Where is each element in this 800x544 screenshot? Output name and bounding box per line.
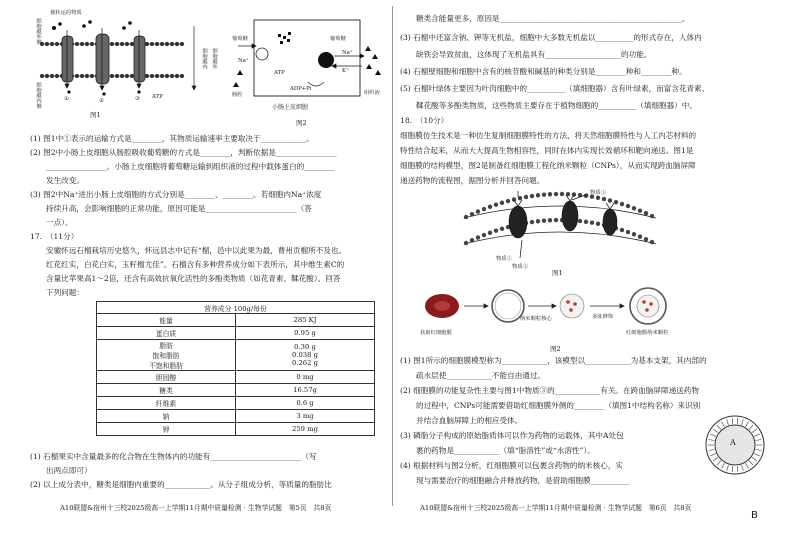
nutrition-row [97, 314, 375, 327]
q16-line: 持续升高，会影响细胞的正常功能，原因可能是________________________（答 [46, 204, 312, 213]
q16-line: (2) 图2中小肠上皮细胞从肠腔吸收葡萄糖的方式是________，判断依据是________________ [30, 148, 337, 157]
nutrient-name: 胆固醇 [97, 371, 236, 384]
nutrition-row [97, 371, 375, 384]
q16-line: (1) 图1中①表示的运输方式是________，其物质运输速率主要取决于____________。 [30, 134, 314, 143]
fig2-label: ATP [274, 70, 285, 76]
q17-continued-line: (3) 石榴中还富含钠、钾等无机盐，细胞中大多数无机盐以__________的形式存在，人体内 [400, 33, 702, 42]
q18-question-line: (3) 磷脂分子构成的原始脂质体可以作为药物的运载体，其中A处包 [400, 431, 624, 440]
q18-intro-line: 特性结合起来，从而大大提高生物相容性，同时在体内实现长效循环和靶向递送。图1是 [400, 146, 694, 155]
fig1-label: 细胞膜外 [211, 48, 217, 70]
q17-question-line: 出两点即可） [46, 466, 92, 475]
page-6-column [400, 0, 772, 544]
fig1-label: ① [64, 96, 69, 102]
nutrient-value: 0.6 g [236, 397, 375, 410]
fig1-label: ③ [135, 96, 140, 102]
fig1-label: 物质① [590, 190, 606, 196]
fig2-label: 葡萄糖 [330, 36, 346, 42]
q17-continued-line: (5) 石榴叶绿体主要因为叶肉细胞中的__________（填细胞器）含有叶绿素，而富含花青素、 [400, 84, 710, 93]
nutrition-table-body [97, 314, 375, 436]
page-5-footer: A10联盟&宿州十三校2025级高一上学期11月期中质量检测 · 生物学试题 第5页 共8页 [60, 504, 332, 512]
nutrient-name: 钾 [97, 423, 236, 436]
page-6-footer: A10联盟&宿州十三校2025级高一上学期11月期中质量检测 · 生物学试题 第6页 共8页 [420, 504, 692, 512]
q17-continued-line: 糖类含能量更多，原因是________________________________________________。 [416, 14, 690, 23]
liposome-figure [704, 414, 766, 476]
fig1-label: ② [99, 98, 104, 104]
fig1-label: 物质③ [512, 264, 528, 270]
nutrient-name: 钠 [97, 410, 236, 423]
nutrition-row [97, 397, 375, 410]
nutrition-table-header: 营养成分 100g/每份 [97, 302, 375, 314]
q17-intro-line: 下列问题： [46, 288, 84, 297]
fig2-label: Na⁺ [238, 58, 249, 64]
nutrition-row [97, 423, 375, 436]
q18-question-line: 的过程中，CNPs可能需要借助红细胞膜外侧的________（填图1中结构名称）来识别 [416, 401, 701, 410]
nutrient-value: 259 mg [236, 423, 375, 436]
nutrient-value: 0.30 g 0.038 g 0.262 g [236, 340, 375, 371]
q17-continued-line: (4) 石榴壁细胞和细胞中含有的核苷酸和碱基的种类分别是________种和________种。 [400, 67, 687, 76]
fig1-label: 细胞膜内 [201, 48, 207, 70]
nutrient-value: 3 mg [236, 410, 375, 423]
q18-heading: 18. （10分） [400, 116, 449, 125]
q16-line: 一点）。 [46, 218, 73, 227]
fluid-mosaic-svg [460, 188, 660, 268]
nutrient-value: 16.57g [236, 384, 375, 397]
membrane-diagram-svg [34, 6, 224, 106]
nutrient-value: 0 mg [236, 371, 375, 384]
nutrition-row [97, 340, 375, 371]
page-5-column [30, 0, 390, 544]
fig1-label: 物质② [496, 256, 512, 262]
q18-question-line: 疏水层使____________不能自由通过。 [416, 371, 546, 380]
q16-line: 发生改变。 [46, 176, 84, 185]
nutrient-value: 285 KJ [236, 314, 375, 327]
q17-continued-line: 缺铁会导致贫血，这体现了无机盐具有____________________的功能。 [416, 50, 652, 59]
nutrient-value: 0.95 g [236, 327, 375, 340]
q18-question-line: (1) 图1所示的细胞膜模型称为____________，该模型以____________为基本支架，其内部的 [400, 356, 707, 365]
q18-intro-line: 递送药物的流程图，据图分析并回答问题。 [400, 176, 545, 185]
nutrient-name: 糖类 [97, 384, 236, 397]
fig1-caption: 图1 [552, 269, 563, 277]
fig2-caption: 图2 [550, 345, 561, 353]
q17-intro-line: 含量比苹果高1～2倍，还含有高效抗氧化活性的多酚类物质（如花青素、鞣花酸）。回答 [46, 274, 341, 283]
q17-question-line: (2) 以上成分表中，糖类是细胞内重要的____________。从分子组成分析，等质量的脂肪比 [30, 480, 332, 489]
corner-mark: B [751, 510, 758, 521]
fig1-label: ATP [152, 94, 163, 100]
nutrition-row [97, 410, 375, 423]
column-divider [392, 6, 393, 506]
intestinal-cell-svg [230, 6, 390, 114]
figure-1-membrane-model [460, 188, 660, 280]
q17-question-line: (1) 石榴果实中含量最多的化合物在生物体内的功能有________________________（写 [30, 452, 317, 461]
fig2-label: 葡萄糖 [232, 36, 248, 42]
q17-heading: 17. （11分） [30, 232, 79, 241]
figure-2-cnp-flow [420, 282, 710, 346]
nutrient-name: 纤维素 [97, 397, 236, 410]
fig1-caption: 图1 [90, 111, 101, 119]
nutrient-name: 脂肪 饱和脂肪 不饱和脂肪 [97, 340, 236, 371]
q18-question-line: (2) 细胞膜的功能复杂性主要与图1中物质③的____________有关。在跨血脑屏障递送药物 [400, 386, 699, 395]
q17-intro-line: 安徽怀远石榴栽培历史悠久，怀远县志中记有“榴，邑中以此果为最，曹州贡榴所不及也。 [46, 246, 347, 255]
fig2-label: 纳米颗粒核心 [520, 316, 552, 322]
nutrient-name: 能量 [97, 314, 236, 327]
fig2-label: 肠腔 [232, 92, 243, 98]
q18-intro-line: 细胞膜的结构模型，图2是制备红细胞膜工程化纳米颗粒（CNPs），从而实现跨血脑屏障 [400, 161, 696, 170]
q18-question-line: 现与需要治疗的细胞融合并释放药物，是借助细胞膜__________ [416, 476, 629, 485]
fig2-label: 获取红细胞膜 [420, 330, 452, 336]
fig2-label: 红细胞膜纳米颗粒 [626, 330, 669, 336]
fig1-label: 被转运的物质 [50, 10, 82, 16]
nutrient-name: 蛋白质 [97, 327, 236, 340]
fig2-label: 多肽修饰 [592, 314, 614, 320]
nutrition-row [97, 327, 375, 340]
figure-2-intestinal-cell [230, 6, 390, 130]
nutrition-row [97, 384, 375, 397]
q18-question-line: (4) 根据材料与图2分析，红细胞膜可以包裹含药物的纳米核心，实 [400, 461, 624, 470]
fig2-label: K⁺ [342, 68, 349, 74]
fig2-caption: 图2 [296, 119, 307, 127]
fig1-label: 细胞膜内侧 [35, 82, 41, 109]
q18-question-line: 并结合血脑屏障上的相应受体。 [416, 416, 523, 425]
nutrition-table [96, 301, 375, 436]
fig2-footer-label: 小肠上皮细胞 [272, 104, 309, 111]
fig1-label: 细胞膜外侧 [35, 18, 41, 45]
q16-line: ________________。小肠上皮细胞将葡萄糖运输到组织液的过程中载体蛋白的________ [46, 162, 335, 171]
liposome-label-a: A [730, 438, 736, 447]
fig2-label: ADP+Pi [290, 86, 312, 92]
fig2-label: 组织液 [364, 90, 380, 96]
q17-intro-line: 红花红实，白花白实，玉籽榴尤佳”。石榴含有多种营养成分如下表所示，其中维生素C的 [46, 260, 345, 269]
fig2-label: Na⁺ [342, 50, 353, 56]
q17-continued-line: 鞣花酸等多酚类物质，这些物质主要存在于植物细胞的__________（填细胞器）中。 [416, 101, 697, 110]
figure-1-membrane-transport [34, 6, 224, 120]
q18-question-line: 裹的药物是____________（填“脂溶性”或“水溶性”）。 [416, 446, 595, 455]
q16-line: (3) 图2中Na⁺进出小肠上皮细胞的方式分别是________、________。若细胞内Na⁺浓度 [30, 190, 322, 199]
q18-intro-line: 细胞膜仿生技术是一种仿生复制细胞膜特性的方法，将天然细胞膜特性与人工内芯材料的 [400, 131, 697, 140]
